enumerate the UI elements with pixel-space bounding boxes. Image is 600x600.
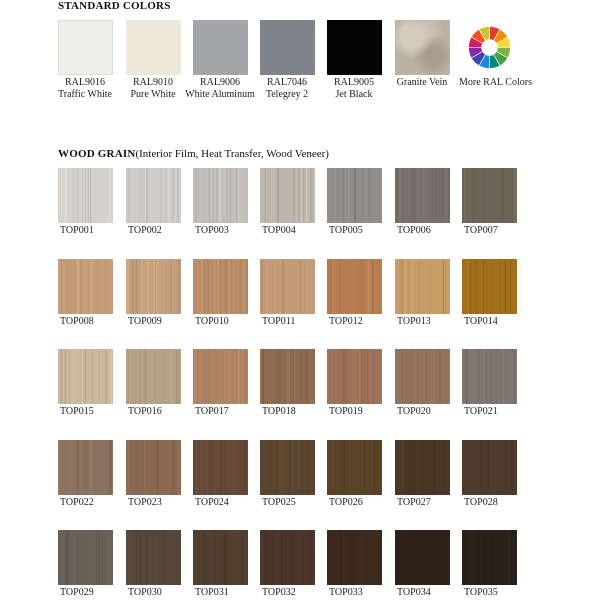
- wood-code-label: TOP011: [262, 316, 296, 327]
- wood-grain-title: WOOD GRAIN: [58, 148, 136, 160]
- wood-code-label: TOP027: [397, 497, 431, 508]
- wood-code-label: TOP017: [195, 406, 229, 417]
- wood-swatch: [58, 349, 113, 404]
- wood-code-label: TOP012: [329, 316, 363, 327]
- wood-swatch: [193, 259, 248, 314]
- wood-swatch: [126, 259, 181, 314]
- wood-swatch: [327, 440, 382, 495]
- wood-code-label: TOP019: [329, 406, 363, 417]
- standard-swatch-label: [459, 77, 551, 89]
- wood-grain-heading: [58, 148, 329, 160]
- color-name: Traffic White: [58, 89, 112, 100]
- wood-swatch: [462, 168, 517, 223]
- wood-swatch: [193, 168, 248, 223]
- ral-code: RAL9006: [200, 77, 240, 88]
- standard-swatch: [193, 20, 248, 75]
- ral-code: RAL7046: [267, 77, 307, 88]
- standard-swatch-label: [382, 77, 462, 89]
- wood-swatch: [327, 349, 382, 404]
- wood-swatch: [193, 530, 248, 585]
- wood-swatch: [327, 168, 382, 223]
- wood-code-label: TOP023: [128, 497, 162, 508]
- color-name: Jet Black: [335, 89, 373, 100]
- wood-code-label: TOP010: [195, 316, 229, 327]
- color-name: Telegrey 2: [265, 89, 309, 100]
- wood-code-label: TOP002: [128, 225, 162, 236]
- wood-swatch: [395, 259, 450, 314]
- standard-swatch: [462, 20, 517, 75]
- standard-swatch: [395, 20, 450, 75]
- standard-swatch: [126, 20, 181, 75]
- wood-swatch: [58, 259, 113, 314]
- wood-code-label: TOP007: [464, 225, 498, 236]
- wood-code-label: TOP026: [329, 497, 363, 508]
- color-name: More RAL Colors: [459, 77, 532, 88]
- wood-swatch: [327, 530, 382, 585]
- wood-swatch: [193, 349, 248, 404]
- wood-swatch: [260, 349, 315, 404]
- wood-swatch: [260, 168, 315, 223]
- wood-code-label: TOP003: [195, 225, 229, 236]
- wood-code-label: TOP005: [329, 225, 363, 236]
- wood-code-label: TOP013: [397, 316, 431, 327]
- wood-swatch: [193, 440, 248, 495]
- wood-code-label: TOP033: [329, 587, 363, 598]
- wood-code-label: TOP025: [262, 497, 296, 508]
- standard-colors-title: STANDARD COLORS: [58, 0, 171, 12]
- wood-code-label: TOP024: [195, 497, 229, 508]
- wood-code-label: TOP015: [60, 406, 94, 417]
- wood-code-label: TOP035: [464, 587, 498, 598]
- wood-swatch: [462, 440, 517, 495]
- wood-swatch: [126, 349, 181, 404]
- wood-code-label: TOP020: [397, 406, 431, 417]
- wood-code-label: TOP034: [397, 587, 431, 598]
- standard-swatch: [327, 20, 382, 75]
- wood-code-label: TOP031: [195, 587, 229, 598]
- wood-swatch: [58, 168, 113, 223]
- wood-code-label: TOP004: [262, 225, 296, 236]
- wood-swatch: [395, 168, 450, 223]
- wood-code-label: TOP032: [262, 587, 296, 598]
- wood-code-label: TOP009: [128, 316, 162, 327]
- wood-code-label: TOP014: [464, 316, 498, 327]
- ral-code: RAL9016: [65, 77, 105, 88]
- color-wheel-icon: [462, 20, 517, 75]
- color-name: Granite Vein: [396, 77, 448, 88]
- wood-code-label: TOP001: [60, 225, 94, 236]
- color-name: White Aluminum: [185, 89, 255, 100]
- wood-swatch: [462, 530, 517, 585]
- wood-swatch: [260, 440, 315, 495]
- wood-swatch: [126, 440, 181, 495]
- wood-swatch: [395, 530, 450, 585]
- wood-code-label: TOP028: [464, 497, 498, 508]
- wood-code-label: TOP030: [128, 587, 162, 598]
- wood-code-label: TOP021: [464, 406, 498, 417]
- wood-swatch: [462, 259, 517, 314]
- color-name: Pure White: [130, 89, 176, 100]
- standard-swatch: [260, 20, 315, 75]
- ral-code: RAL9010: [133, 77, 173, 88]
- wood-swatch: [58, 440, 113, 495]
- wood-swatch: [327, 259, 382, 314]
- wood-swatch: [58, 530, 113, 585]
- wood-code-label: TOP008: [60, 316, 94, 327]
- wood-swatch: [462, 349, 517, 404]
- wood-code-label: TOP022: [60, 497, 94, 508]
- wood-code-label: TOP006: [397, 225, 431, 236]
- wood-swatch: [126, 530, 181, 585]
- wood-swatch: [126, 168, 181, 223]
- wood-code-label: TOP018: [262, 406, 296, 417]
- wood-swatch: [260, 530, 315, 585]
- wood-swatch: [395, 349, 450, 404]
- wood-code-label: TOP016: [128, 406, 162, 417]
- standard-colors-heading: [58, 0, 171, 12]
- wood-swatch: [260, 259, 315, 314]
- standard-swatch: [58, 20, 113, 75]
- wood-grain-subtitle: (Interior Film, Heat Transfer, Wood Veneer): [135, 148, 329, 160]
- ral-code: RAL9005: [334, 77, 374, 88]
- wood-code-label: TOP029: [60, 587, 94, 598]
- wood-swatch: [395, 440, 450, 495]
